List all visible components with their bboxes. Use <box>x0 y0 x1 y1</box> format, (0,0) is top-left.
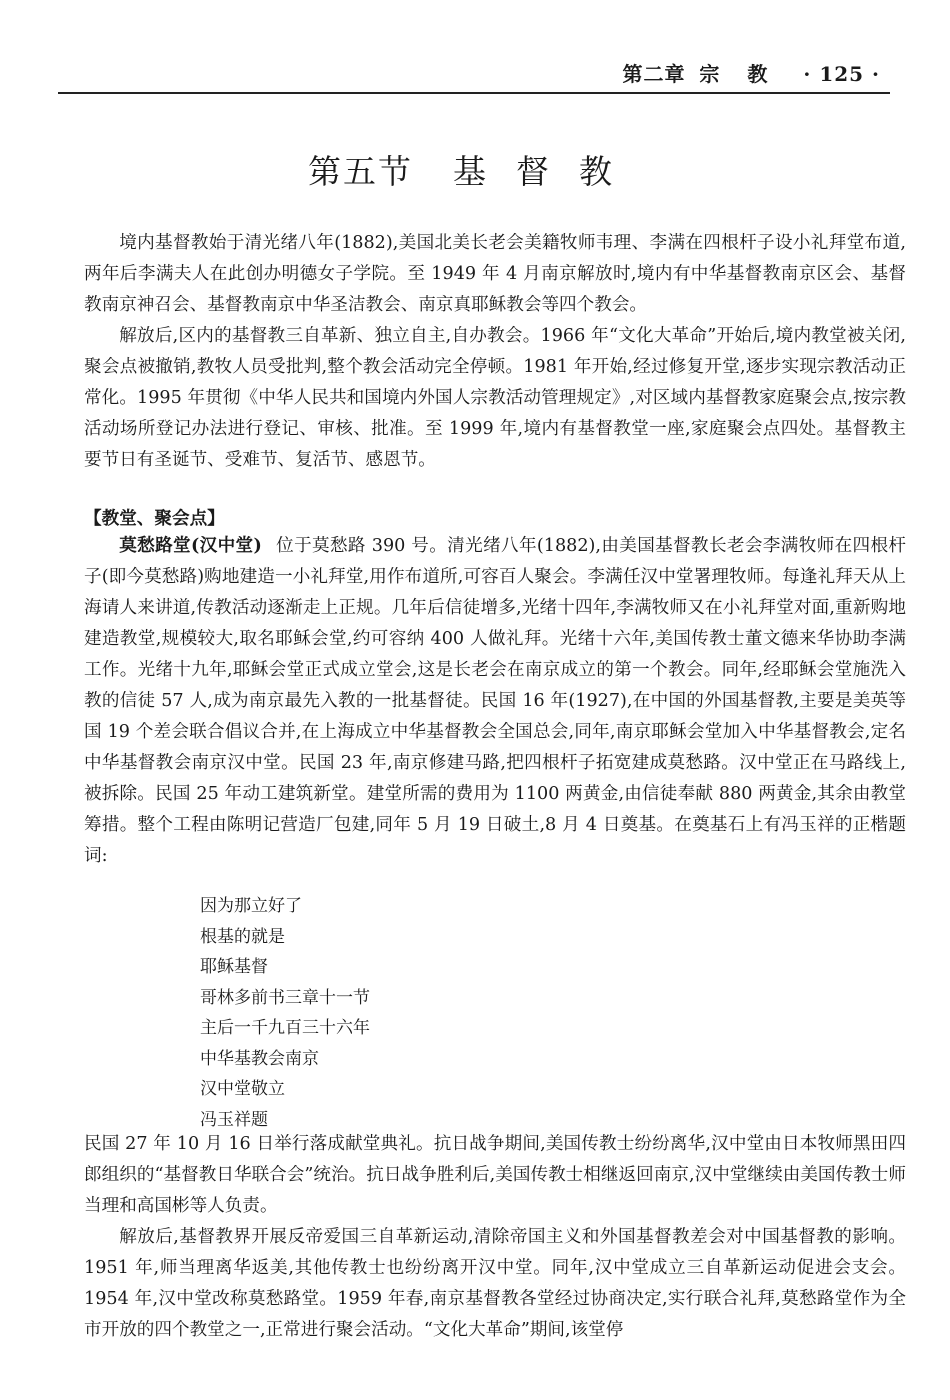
after-text <box>84 1129 906 1346</box>
inscription-line: 汉中堂敬立 <box>200 1079 285 1099</box>
running-head-subject: 宗教 <box>699 62 796 86</box>
paragraph: 解放后,区内的基督教三自革新、独立自主,自办教会。1966 年“文化大革命”开始后,境内教堂被关闭,聚会点被撤销,教牧人员受批判,整个教会活动完全停顿。1981 年开始,经过修复开堂,逐步实现宗教活动正常化。1995 年贯彻《中华人民共和国境内外国人宗教活动管理规定》,对区域内基督教家庭聚会点,按宗教活动场所登记办法进行登记、审核、批准。至 1999 年,境内有基督教堂一座,家庭聚会点四处。基督教主要节日有圣诞节、受难节、复活节、感恩节。 <box>84 326 906 470</box>
section-title <box>0 146 950 193</box>
paragraph: 民国 27 年 10 月 16 日举行落成献堂典礼。抗日战争期间,美国传教士纷纷离华,汉中堂由日本牧师黑田四郎组织的“基督教日华联合会”统治。抗日战争胜利后,美国传教士相继返回南京,汉中堂继续由美国传教士师当理和高国彬等人负责。 <box>84 1134 906 1216</box>
church-entry <box>84 530 906 872</box>
inscription-line: 中华基教会南京 <box>200 1048 319 1069</box>
running-head <box>622 58 880 87</box>
inscription-line: 根基的就是 <box>200 926 285 947</box>
entry-name: 莫愁路堂(汉中堂) <box>119 535 262 556</box>
header-rule <box>58 92 890 94</box>
inscription-line: 主后一千九百三十六年 <box>200 1018 370 1038</box>
running-head-chapter: 第二章 <box>622 62 686 86</box>
intro-text <box>84 228 906 476</box>
inscription <box>200 891 370 1135</box>
page-number: · 125 · <box>803 62 880 86</box>
paragraph: 境内基督教始于清光绪八年(1882),美国北美长老会美籍牧师韦理、李满在四根杆子设小礼拜堂布道,两年后李满夫人在此创办明德女子学院。至 1949 年 4 月南京解放时,境内有中华基督教南京区会、基督教南京神召会、基督教南京中华圣洁教会、南京真耶稣教会等四个教会。 <box>84 233 906 315</box>
inscription-line: 冯玉祥题 <box>200 1109 268 1130</box>
inscription-line: 哥林多前书三章十一节 <box>200 987 370 1008</box>
section-number: 第五节 <box>308 152 413 191</box>
paragraph: 解放后,基督教界开展反帝爱国三自革新运动,清除帝国主义和外国基督教差会对中国基督教的影响。1951 年,师当理离华返美,其他传教士也纷纷离开汉中堂。同年,汉中堂成立三自革新运动促进会支会。1954 年,汉中堂改称莫愁路堂。1959 年春,南京基督教各堂经过协商决定,实行联合礼拜,莫愁路堂作为全市开放的四个教堂之一,正常进行聚会活动。“文化大革命”期间,该堂停 <box>84 1227 906 1340</box>
inscription-line: 因为那立好了 <box>200 896 302 916</box>
subsection-heading: 【教堂、聚会点】 <box>84 508 225 529</box>
paragraph <box>84 530 906 872</box>
inscription-line: 耶稣基督 <box>200 957 268 977</box>
section-name: 基督教 <box>453 152 642 191</box>
entry-text: 位于莫愁路 390 号。清光绪八年(1882),由美国基督教长老会李满牧师在四根杆子(即今莫愁路)购地建造一小礼拜堂,用作布道所,可容百人聚会。李满任汉中堂署理牧师。每逢礼拜天从上海请人来讲道,传教活动逐渐走上正规。几年后信徒增多,光绪十四年,李满牧师又在小礼拜堂对面,重新购地建造教堂,规模较大,取名耶稣会堂,约可容纳 400 人做礼拜。光绪十六年,美国传教士董文德来华协助李满工作。光绪十九年,耶稣会堂正式成立堂会,这是长老会在南京成立的第一个教会。同年,经耶稣会堂施洗入教的信徒 57 人,成为南京最先入教的一批基督徒。民国 16 年(1927),在中国的外国基督教,主要是美英等国 19 个差会联合倡议合并,在上海成立中华基督教会全国总会,同年,南京耶稣会堂加入中华基督教会,定名中华基督教会南京汉中堂。民国 23 年,南京修建马路,把四根杆子拓宽建成莫愁路。汉中堂正在马路线上,被拆除。民国 25 年动工建筑新堂。建堂所需的费用为 1100 两黄金,由信徒奉献 880 两黄金,其余由教堂筹措。整个工程由陈明记营造厂包建,同年 5 月 19 日破土,8 月 4 日奠基。在奠基石上有冯玉祥的正楷题词: <box>84 536 906 866</box>
